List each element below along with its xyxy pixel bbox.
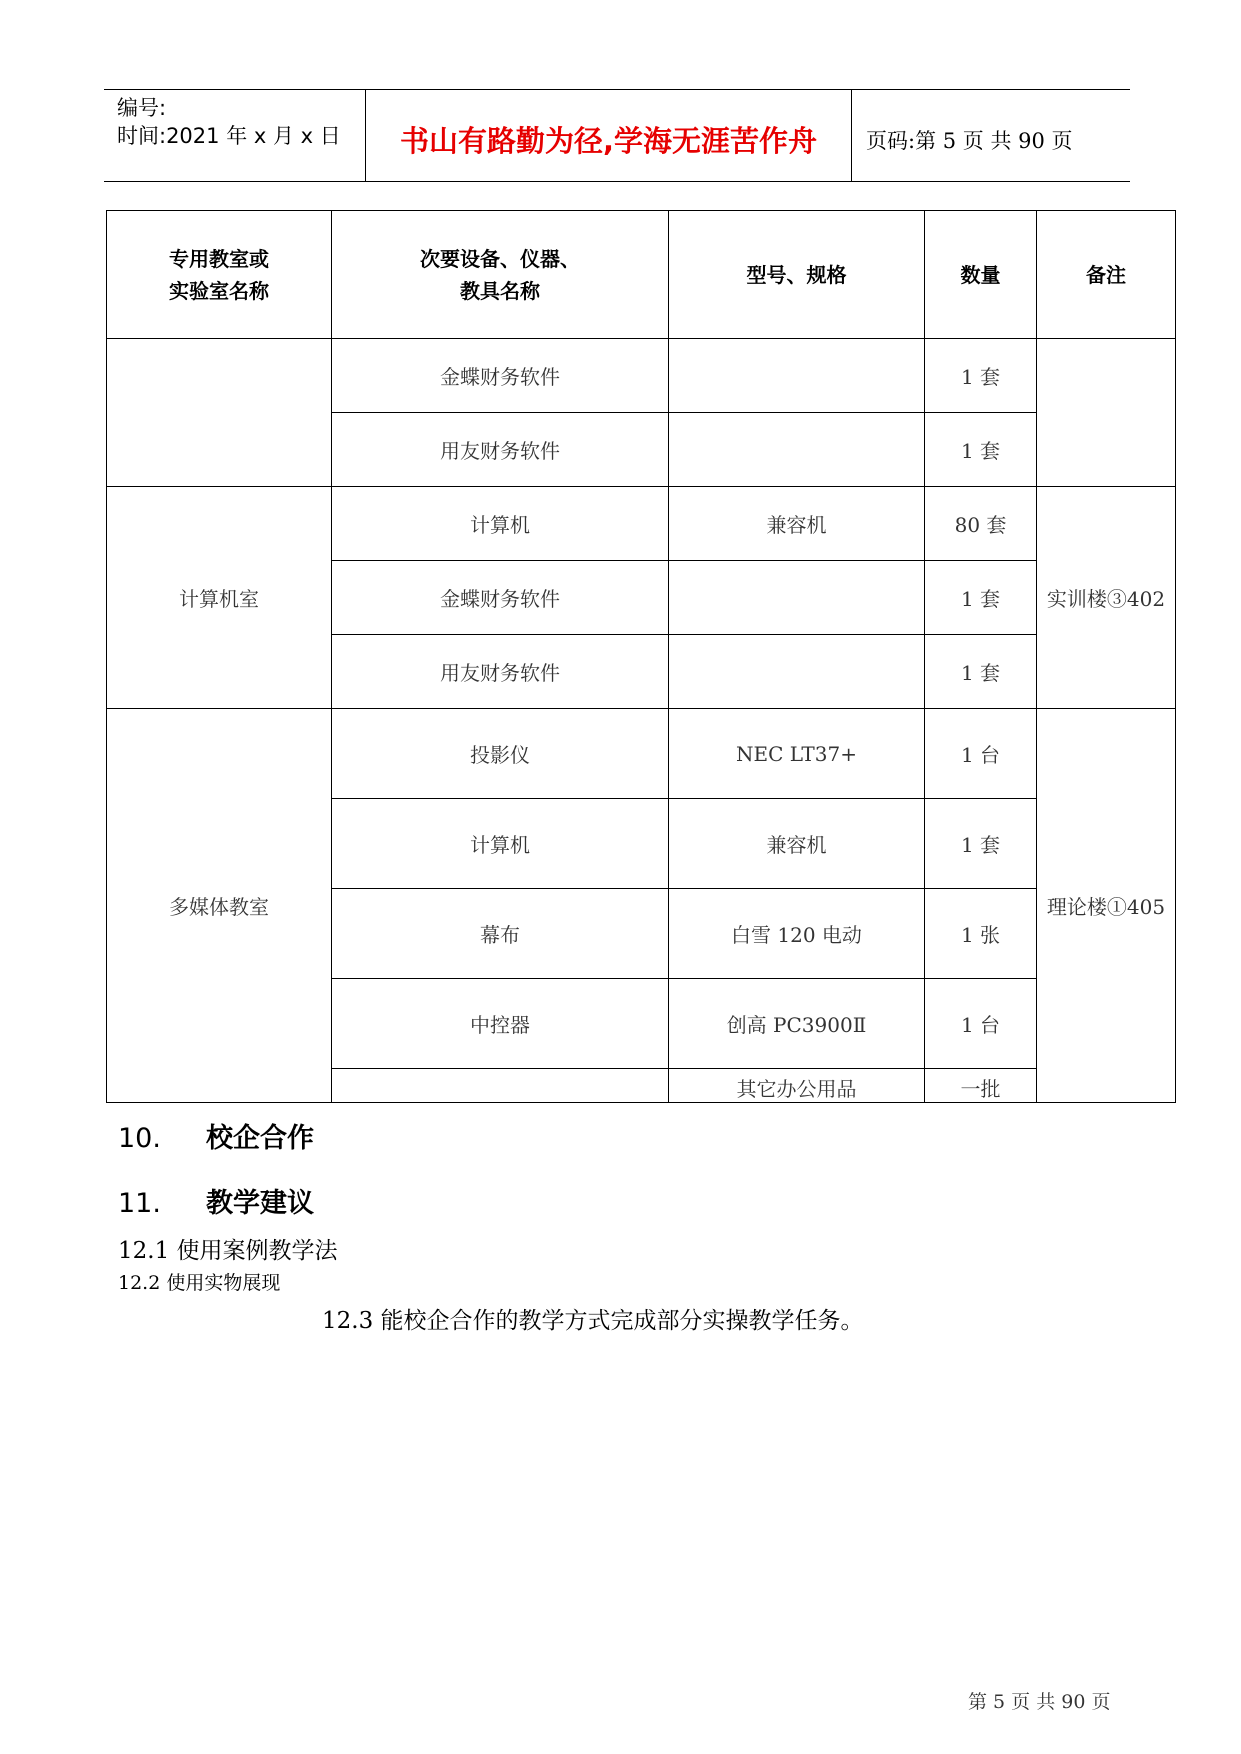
header-equipment-line2: 教具名称	[460, 278, 540, 303]
header-top-rule	[104, 89, 1130, 90]
equipment-cell: 金蝶财务软件	[332, 561, 669, 635]
table-row	[107, 487, 1176, 561]
model-cell	[669, 1069, 925, 1103]
equipment-cell	[332, 1069, 669, 1103]
model-cell: 白雪 120 电动	[669, 889, 925, 979]
suggestion-item-3: 12.3 能校企合作的教学方式完成部分实操教学任务。	[322, 1308, 864, 1334]
table-row	[107, 709, 1176, 799]
header-divider-right	[851, 89, 852, 182]
header-time-label: 时间:2021 年 x 月 x 日	[117, 124, 341, 148]
equipment-cell: 金蝶财务软件	[332, 339, 669, 413]
model-cell: 兼容机	[669, 799, 925, 889]
header-cell-note: 备注	[1037, 211, 1176, 339]
table-header-row	[107, 211, 1176, 339]
qty-cell-text: 一批	[960, 1077, 1001, 1101]
equipment-table	[106, 210, 1176, 1103]
qty-cell: 1 台	[925, 709, 1037, 799]
equipment-cell: 投影仪	[332, 709, 669, 799]
equipment-cell: 幕布	[332, 889, 669, 979]
model-cell	[669, 635, 925, 709]
equipment-cell: 用友财务软件	[332, 635, 669, 709]
section-heading-11	[118, 1181, 314, 1220]
header-room-line2: 实验室名称	[169, 278, 269, 303]
note-cell	[1037, 339, 1176, 487]
section-title: 校企合作	[206, 1123, 314, 1154]
model-cell	[669, 561, 925, 635]
qty-cell: 1 套	[925, 339, 1037, 413]
equipment-cell: 计算机	[332, 799, 669, 889]
section-heading-10	[118, 1116, 314, 1155]
note-cell: 实训楼③402	[1037, 487, 1176, 709]
qty-cell: 80 套	[925, 487, 1037, 561]
header-page-label: 页码:第 5 页 共 90 页	[866, 129, 1073, 153]
table-row	[107, 339, 1176, 413]
header-cell-equipment	[332, 211, 669, 339]
model-cell: 兼容机	[669, 487, 925, 561]
room-cell: 计算机室	[107, 487, 332, 709]
equipment-cell: 计算机	[332, 487, 669, 561]
model-cell: NEC LT37+	[669, 709, 925, 799]
model-cell	[669, 339, 925, 413]
qty-cell: 1 张	[925, 889, 1037, 979]
section-number: 10.	[118, 1123, 161, 1154]
room-cell	[107, 339, 332, 487]
header-motto: 书山有路勤为径,学海无涯苦作舟	[399, 124, 818, 158]
model-cell: 创高 PC3900Ⅱ	[669, 979, 925, 1069]
equipment-cell: 用友财务软件	[332, 413, 669, 487]
page-footer: 第 5 页 共 90 页	[968, 1691, 1111, 1713]
header-cell-model: 型号、规格	[669, 211, 925, 339]
header-cell-room	[107, 211, 332, 339]
qty-cell: 1 套	[925, 635, 1037, 709]
qty-cell: 1 套	[925, 413, 1037, 487]
qty-cell	[925, 1069, 1037, 1103]
section-title: 教学建议	[206, 1188, 314, 1219]
qty-cell: 1 套	[925, 799, 1037, 889]
model-cell	[669, 413, 925, 487]
qty-cell: 1 套	[925, 561, 1037, 635]
qty-cell: 1 台	[925, 979, 1037, 1069]
section-number: 11.	[118, 1188, 161, 1219]
header-code-label: 编号:	[117, 96, 167, 120]
room-cell: 多媒体教室	[107, 709, 332, 1103]
equipment-cell: 中控器	[332, 979, 669, 1069]
suggestion-item-1: 12.1 使用案例教学法	[118, 1238, 338, 1264]
note-cell: 理论楼①405	[1037, 709, 1176, 1103]
header-equipment-line1: 次要设备、仪器、	[420, 246, 580, 271]
header-cell-qty: 数量	[925, 211, 1037, 339]
header-bottom-rule	[104, 181, 1130, 182]
model-cell-text: 其它办公用品	[736, 1077, 857, 1101]
header-room-line1: 专用教室或	[169, 246, 269, 271]
suggestion-item-2: 12.2 使用实物展现	[118, 1272, 281, 1294]
